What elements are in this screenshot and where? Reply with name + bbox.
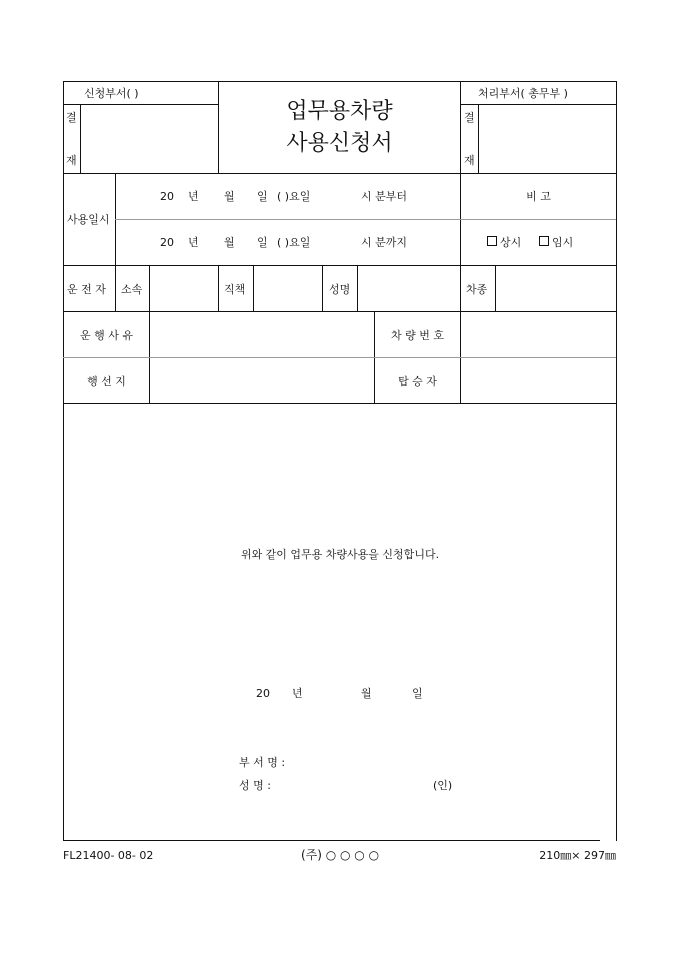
applicant-name-label: 성 명 : <box>239 779 271 792</box>
form-code: FL21400- 08- 02 <box>63 849 154 862</box>
company-name: (주) ○ ○ ○ ○ <box>300 848 380 862</box>
frame-bottom-line <box>63 840 600 841</box>
position-label: 직책 <box>224 283 246 296</box>
usage-to-time: 시 분까지 <box>361 236 408 249</box>
seal-mark: (인) <box>433 779 453 792</box>
usage-from-month-unit: 월 <box>224 190 235 203</box>
usage-to-year: 20 <box>160 236 174 249</box>
driver-div-4 <box>253 265 254 311</box>
usage-to-month-unit: 월 <box>224 236 235 249</box>
frame-left-line <box>63 81 64 841</box>
header-divider-right <box>460 81 461 174</box>
usage-from-year: 20 <box>160 190 174 203</box>
usage-from-time: 시 분부터 <box>361 190 408 203</box>
affiliation-label: 소속 <box>121 283 143 296</box>
approval-right-char-1: 결 <box>464 111 475 124</box>
car-type-label: 차종 <box>466 283 488 296</box>
destination-label: 행 선 지 <box>87 375 126 388</box>
approval-right-divider <box>478 104 479 174</box>
usage-to-day-unit: 일 <box>257 236 268 249</box>
driver-div-8 <box>495 265 496 311</box>
usage-bottom-line <box>63 265 617 266</box>
signing-day-unit: 일 <box>412 687 423 700</box>
driver-div-5 <box>322 265 323 311</box>
driver-div-1 <box>115 265 116 311</box>
usage-from-year-unit: 년 <box>188 190 199 203</box>
dept-name-label: 부 서 명 : <box>239 756 286 769</box>
form-title-line-1: 업무용차량 <box>286 99 393 124</box>
approval-left-char-2: 재 <box>66 154 77 167</box>
driver-div-6 <box>357 265 358 311</box>
signing-month-unit: 월 <box>361 687 372 700</box>
usage-from-weekday: ( )요일 <box>277 190 311 203</box>
signing-year: 20 <box>256 687 270 700</box>
passenger-label: 탑 승 자 <box>398 375 437 388</box>
application-statement: 위와 같이 업무용 차량사용을 신청합니다. <box>240 548 440 561</box>
approval-right-char-2: 재 <box>464 154 475 167</box>
paper-size: 210㎜× 297㎜ <box>539 849 616 862</box>
process-dept-underline <box>460 104 616 105</box>
usage-to-weekday: ( )요일 <box>277 236 311 249</box>
process-dept-label: 처리부서( 총무부 ) <box>478 87 568 100</box>
driver-label: 운 전 자 <box>67 283 106 296</box>
header-bottom-line <box>63 173 617 174</box>
temporary-checkbox[interactable] <box>539 236 549 246</box>
frame-right-line <box>616 81 617 841</box>
signing-year-unit: 년 <box>292 687 303 700</box>
request-dept-label: 신청부서( ) <box>84 87 139 100</box>
frame-top-line <box>63 81 617 82</box>
driver-div-2 <box>149 265 150 311</box>
regular-option-label: 상시 <box>500 236 522 249</box>
form-title <box>219 101 460 161</box>
usage-to-year-unit: 년 <box>188 236 199 249</box>
usage-mid-line <box>115 219 616 220</box>
operation-mid-line <box>63 357 616 358</box>
driver-bottom-line <box>63 311 617 312</box>
usage-from-day-unit: 일 <box>257 190 268 203</box>
approval-left-divider <box>80 104 81 174</box>
request-dept-underline <box>63 104 218 105</box>
operation-bottom-line <box>63 403 617 404</box>
form-title-line-2: 사용신청서 <box>286 131 393 156</box>
regular-checkbox[interactable] <box>487 236 497 246</box>
name-label: 성명 <box>329 283 351 296</box>
driver-div-3 <box>218 265 219 311</box>
temporary-option-label: 임시 <box>552 236 574 249</box>
usage-label: 사용일시 <box>67 213 110 226</box>
driver-div-7 <box>460 265 461 311</box>
plate-label: 차 량 번 호 <box>391 329 444 342</box>
remark-label: 비 고 <box>526 190 551 203</box>
approval-left-char-1: 결 <box>66 111 77 124</box>
reason-label: 운 행 사 유 <box>80 329 133 342</box>
